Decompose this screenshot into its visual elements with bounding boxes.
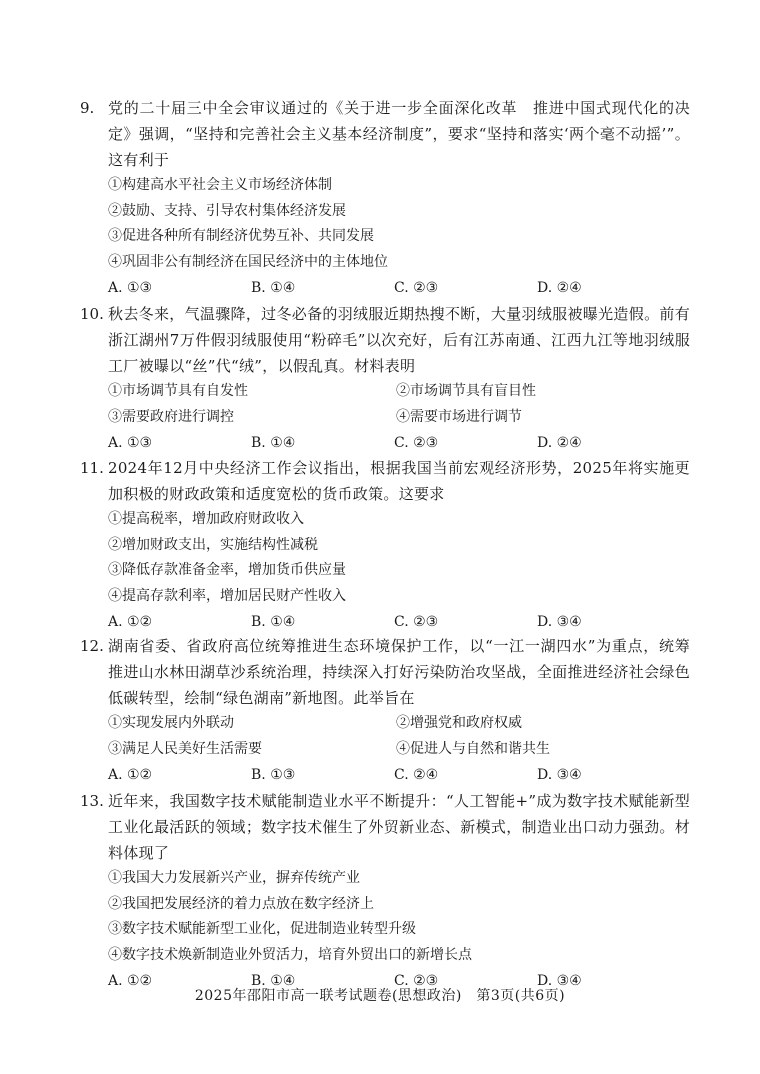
choice-b: B. ①④ (251, 614, 296, 630)
statement-list (108, 507, 690, 609)
page-footer: 2025年邵阳市高一联考试题卷(思想政治) 第3页(共6页) (194, 988, 566, 1004)
statement-list (108, 173, 690, 275)
statement-list (108, 866, 690, 968)
statement-3: ③满足人民美好生活需要 (108, 740, 262, 757)
statement-4: ④需要市场进行调节 (396, 408, 522, 425)
question-9 (80, 95, 690, 301)
statement-3: ③促进各种所有制经济优势互补、共同发展 (108, 228, 374, 244)
statement-1: ①我国大力发展新兴产业，摒弃传统产业 (108, 870, 360, 886)
choice-a: A. ①② (108, 767, 153, 783)
question-stem: 秋去冬来，气温骤降，过冬必备的羽绒服近期热搜不断，大量羽绒服被曝光造假。前有浙江湖州7万件假羽绒服使用“粉碎毛”以次充好，后有江苏南通、江西九江等地羽绒服工厂被曝以“丝”代“绒”，以假乱真。材料表明 (108, 305, 690, 375)
statement-4: ④提高存款利率，增加居民财产性收入 (108, 587, 346, 604)
statement-1: ①构建高水平社会主义市场经济体制 (108, 177, 332, 193)
choice-a: A. ①② (108, 614, 153, 630)
choice-b: B. ①③ (251, 767, 296, 783)
choice-d: D. ③④ (537, 973, 582, 989)
question-number: 13. (80, 792, 104, 810)
statement-2: ②增加财政支出，实施结构性减税 (108, 536, 318, 553)
question-number: 12. (80, 637, 104, 655)
choice-d: D. ②④ (537, 280, 582, 296)
statement-3: ③数字技术赋能新型工业化，促进制造业转型升级 (108, 921, 416, 937)
choice-c: C. ②③ (394, 280, 439, 296)
statement-4: ④数字技术焕新制造业外贸活力，培育外贸出口的新增长点 (108, 946, 472, 963)
question-stem: 湖南省委、省政府高位统筹推进生态环境保护工作，以“一江一湖四水”为重点，统筹推进山水林田湖草沙系统治理，持续深入打好污染防治攻坚战，全面推进经济社会绿色低碳转型，绘制“绿色湖南”新地图。此举旨在 (108, 637, 690, 707)
question-10 (80, 301, 690, 456)
statement-4: ④巩固非公有制经济在国民经济中的主体地位 (108, 253, 388, 270)
question-stem: 党的二十届三中全会审议通过的《关于进一步全面深化改革 推进中国式现代化的决定》强调，“坚持和完善社会主义基本经济制度”，要求“坚持和落实‘两个毫不动摇’”。这有利于 (108, 99, 690, 169)
question-13 (80, 788, 690, 994)
choice-c: C. ②③ (394, 614, 439, 630)
choice-d: D. ②④ (537, 435, 582, 451)
choice-d: D. ③④ (537, 614, 582, 630)
choice-b: B. ①④ (251, 435, 296, 451)
question-number: 11. (80, 459, 104, 477)
choice-a: A. ①③ (108, 435, 153, 451)
question-12 (80, 633, 690, 788)
statement-2: ②市场调节具有盲目性 (396, 383, 536, 399)
statement-3: ③需要政府进行调控 (108, 408, 234, 425)
statement-1: ①提高税率，增加政府财政收入 (108, 511, 304, 527)
statement-list (108, 711, 690, 762)
statement-1: ①市场调节具有自发性 (108, 383, 248, 399)
question-stem: 近年来，我国数字技术赋能制造业水平不断提升：“人工智能+”成为数字技术赋能新型工业化最活跃的领域；数字技术催生了外贸新业态、新模式，制造业出口动力强劲。材料体现了 (108, 792, 690, 862)
choice-a: A. ①③ (108, 280, 153, 296)
answer-choices (108, 275, 690, 301)
statement-list (108, 379, 690, 430)
answer-choices (108, 609, 690, 635)
statement-2: ②我国把发展经济的着力点放在数字经济上 (108, 895, 374, 912)
statement-3: ③降低存款准备金率，增加货币供应量 (108, 562, 346, 578)
question-11 (80, 455, 690, 635)
choice-c: C. ②③ (394, 435, 439, 451)
answer-choices (108, 430, 690, 456)
question-stem: 2024年12月中央经济工作会议指出，根据我国当前宏观经济形势，2025年将实施更加积极的财政政策和适度宽松的货币政策。这要求 (108, 459, 690, 503)
question-number: 10. (80, 305, 104, 323)
statement-2: ②鼓励、支持、引导农村集体经济发展 (108, 202, 346, 219)
choice-b: B. ①④ (251, 280, 296, 296)
choice-c: C. ②④ (394, 767, 439, 783)
question-number: 9. (80, 99, 95, 117)
statement-2: ②增强党和政府权威 (396, 715, 522, 731)
choice-c: C. ②③ (394, 973, 439, 989)
statement-1: ①实现发展内外联动 (108, 715, 234, 731)
choice-d: D. ③④ (537, 767, 582, 783)
answer-choices (108, 762, 690, 788)
choice-a: A. ①② (108, 973, 153, 989)
statement-4: ④促进人与自然和谐共生 (396, 740, 550, 757)
choice-b: B. ①④ (251, 973, 296, 989)
